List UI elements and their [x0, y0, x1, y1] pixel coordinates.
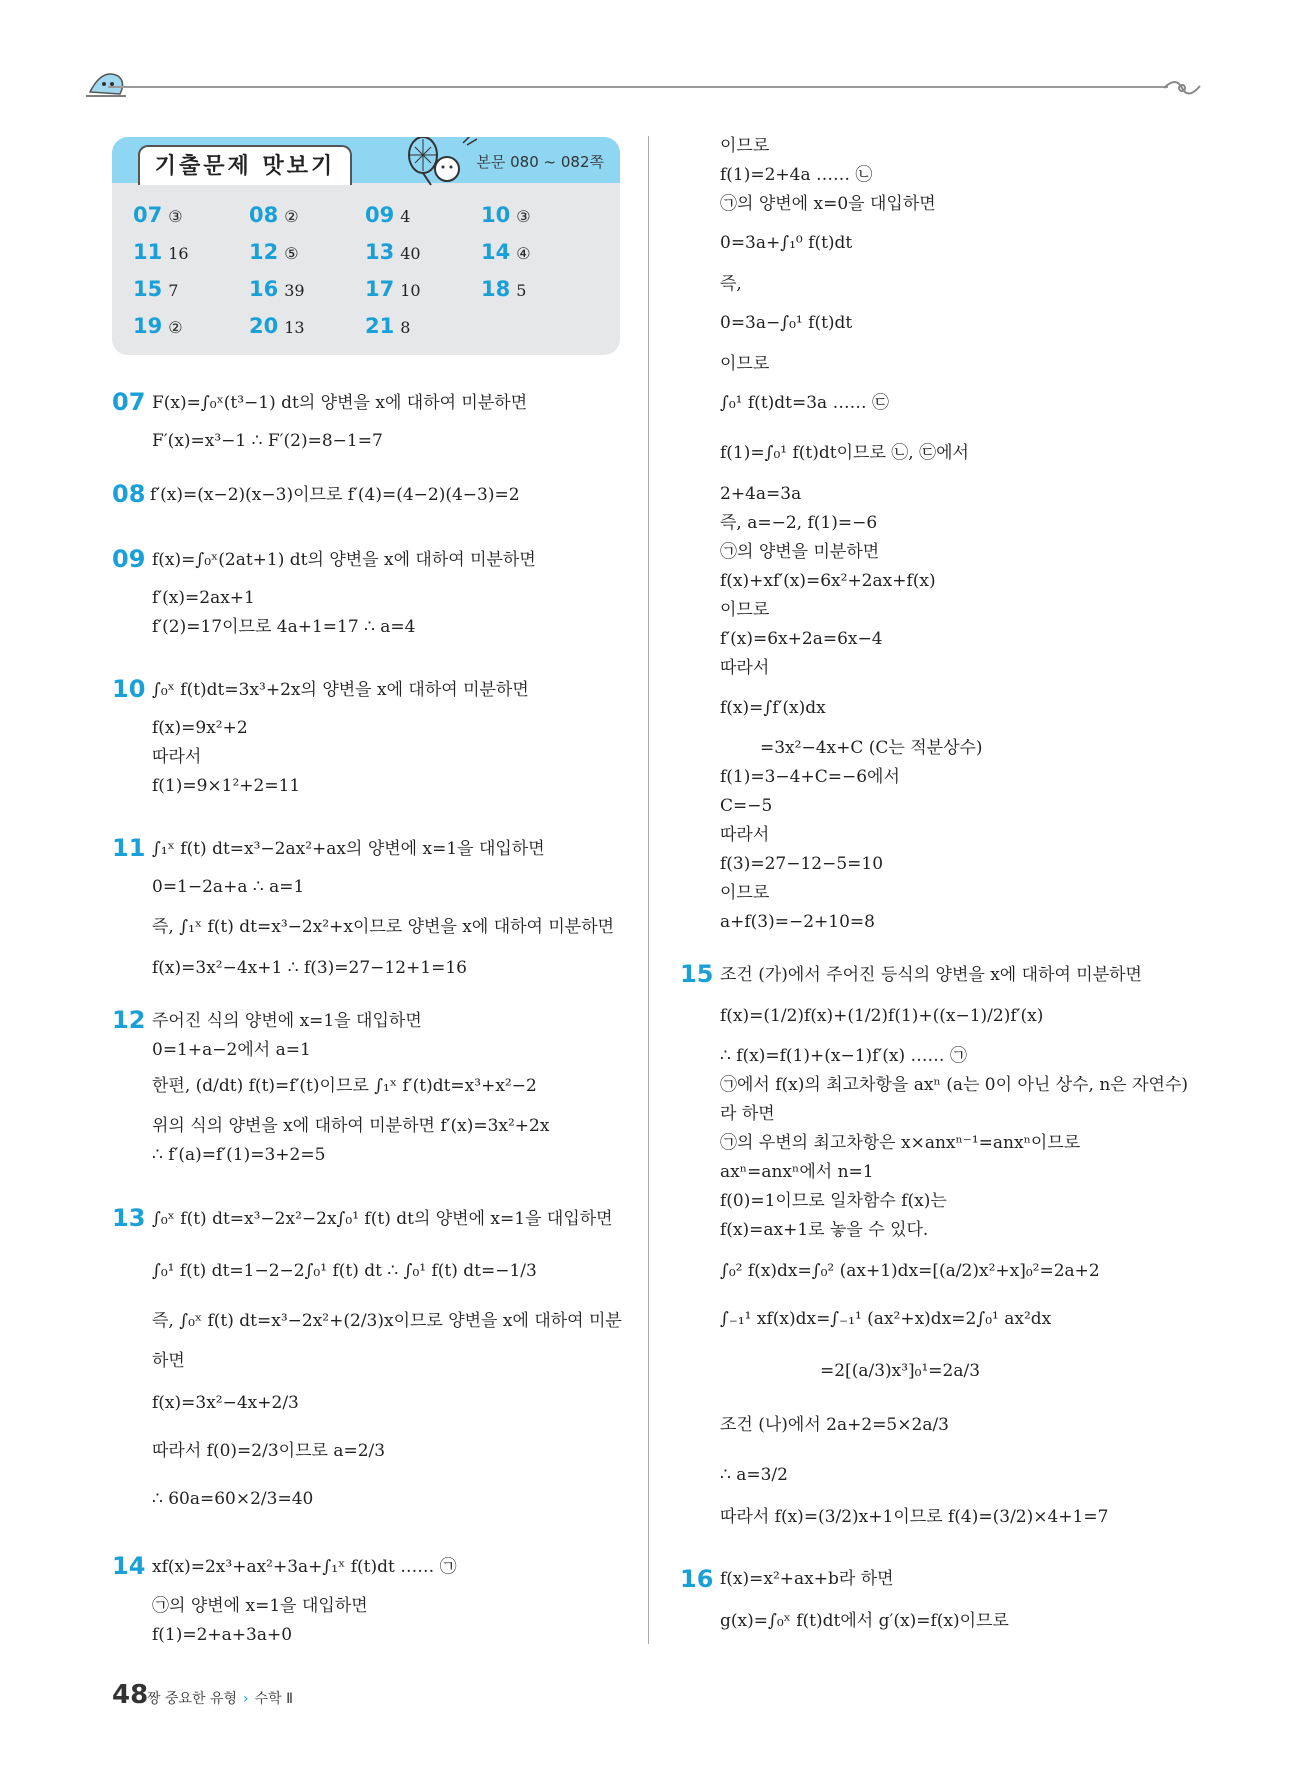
solution-line: f(x)=x²+ax+b라 하면 [720, 1569, 894, 1589]
solution-line: 이므로 [720, 600, 770, 620]
solution-line: 0=3a−∫₀¹ f(t)dt [720, 313, 853, 333]
answer-item: 10 ③ [481, 203, 531, 227]
answer-item: 16 39 [249, 277, 305, 301]
solution-line: F′(x)=x³−1 ∴ F′(2)=8−1=7 [152, 431, 383, 451]
solution-line: 따라서 [720, 825, 770, 845]
solution-line: axⁿ=anxⁿ에서 n=1 [720, 1162, 874, 1182]
solution-line: 즉, ∫₀ˣ f(t) dt=x³−2x²+(2/3)x이므로 양변을 x에 대하여 미분 [152, 1311, 622, 1331]
mascot-icon [82, 62, 130, 102]
solution-line: f(x)=ax+1로 놓을 수 있다. [720, 1220, 929, 1240]
solution-line: 이므로 [720, 883, 770, 903]
solution-line: f(1)=∫₀¹ f(t)dt이므로 ㉡, ㉢에서 [720, 443, 969, 463]
solution-line: 0=3a+∫₁⁰ f(t)dt [720, 233, 853, 253]
solution-line: ∴ a=3/2 [720, 1465, 788, 1485]
solution-line: 따라서 f(x)=(3/2)x+1이므로 f(4)=(3/2)×4+1=7 [720, 1507, 1109, 1527]
solution-line: ∫₋₁¹ xf(x)dx=∫₋₁¹ (ax²+x)dx=2∫₀¹ ax²dx [720, 1309, 1052, 1329]
solution-line: 조건 (나)에서 2a+2=5×2a/3 [720, 1415, 949, 1435]
solution-line: f(1)=3−4+C=−6에서 [720, 767, 900, 787]
answer-item: 20 13 [249, 314, 305, 338]
answer-item: 09 4 [365, 203, 411, 227]
problem-number: 13 [112, 1204, 146, 1232]
answer-item: 07 ③ [133, 203, 183, 227]
solution-line: ㉠의 양변을 미분하면 [720, 542, 880, 562]
solution-line: f′(2)=17이므로 4a+1=17 ∴ a=4 [152, 617, 416, 637]
solution-line: ∫₀¹ f(t)dt=3a …… ㉢ [720, 393, 889, 413]
solution-line: ∫₀¹ f(t) dt=1−2−2∫₀¹ f(t) dt ∴ ∫₀¹ f(t) dt=−1/3 [152, 1261, 537, 1281]
solution-line: 즉, a=−2, f(1)=−6 [720, 513, 878, 533]
subject-name: 수학 Ⅱ [254, 1691, 294, 1707]
solution-line: ㉠의 양변에 x=0을 대입하면 [720, 194, 936, 214]
badminton-mascot-icon [387, 137, 487, 195]
problem-number: 14 [112, 1552, 146, 1580]
answer-item: 14 ④ [481, 240, 531, 264]
column-divider [648, 136, 649, 1644]
solution-line: 즉, [720, 274, 742, 294]
solution-line: 이므로 [720, 136, 770, 156]
solution-line: 2+4a=3a [720, 484, 802, 504]
answer-item: 12 ⑤ [249, 240, 299, 264]
solution-line: f′(x)=2ax+1 [152, 588, 255, 608]
solution-line: f(x)=(1/2)f(x)+(1/2)f(1)+((x−1)/2)f′(x) [720, 1006, 1044, 1026]
solution-line: xf(x)=2x³+ax²+3a+∫₁ˣ f(t)dt …… ㉠ [152, 1557, 457, 1577]
problem-number: 12 [112, 1006, 146, 1034]
solution-line: 라 하면 [720, 1104, 775, 1124]
solution-line: 주어진 식의 양변에 x=1을 대입하면 [152, 1011, 422, 1031]
solution-line: ∫₀² f(x)dx=∫₀² (ax+1)dx=[(a/2)x²+x]₀²=2a+2 [720, 1261, 1100, 1281]
solution-line: f′(x)=(x−2)(x−3)이므로 f′(4)=(4−2)(4−3)=2 [150, 485, 520, 505]
problem-number: 08 [112, 480, 146, 508]
solution-line: F(x)=∫₀ˣ(t³−1) dt의 양변을 x에 대하여 미분하면 [152, 393, 528, 413]
answer-box-reference: 본문 080 ~ 082쪽 [476, 153, 604, 171]
solution-line: ∴ f(x)=f(1)+(x−1)f′(x) …… ㉠ [720, 1046, 967, 1066]
solution-line: ∴ f′(a)=f′(1)=3+2=5 [152, 1145, 326, 1165]
footer-book-title [147, 1688, 293, 1708]
solution-line: a+f(3)=−2+10=8 [720, 912, 875, 932]
solution-line: f(x)+xf′(x)=6x²+2ax+f(x) [720, 571, 936, 591]
answer-item: 13 40 [365, 240, 421, 264]
solution-line: =2[(a/3)x³]₀¹=2a/3 [820, 1361, 981, 1381]
solution-line: f(x)=9x²+2 [152, 718, 248, 738]
solution-line: 하면 [152, 1351, 185, 1371]
solution-line: f(1)=9×1²+2=11 [152, 776, 301, 796]
answer-item: 08 ② [249, 203, 299, 227]
answer-item: 15 7 [133, 277, 179, 301]
solution-line: 위의 식의 양변을 x에 대하여 미분하면 f′(x)=3x²+2x [152, 1116, 550, 1136]
answer-item: 21 8 [365, 314, 411, 338]
answer-item: 19 ② [133, 314, 183, 338]
solution-line: f(1)=2+4a …… ㉡ [720, 165, 873, 185]
solution-line: f(1)=2+a+3a+0 [152, 1625, 293, 1645]
problem-number: 09 [112, 545, 146, 573]
problem-number: 10 [112, 675, 146, 703]
problem-number: 07 [112, 388, 146, 416]
answer-item: 17 10 [365, 277, 421, 301]
ribbon-icon [1160, 76, 1204, 100]
answer-item: 11 16 [133, 240, 189, 264]
solution-line: 즉, ∫₁ˣ f(t) dt=x³−2x²+x이므로 양변을 x에 대하여 미분하면 [152, 917, 615, 937]
solution-line: f(x)=3x²−4x+2/3 [152, 1393, 299, 1413]
footer-separator-icon: › [243, 1691, 249, 1707]
solution-line: ∴ 60a=60×2/3=40 [152, 1489, 314, 1509]
solution-line: f′(x)=6x+2a=6x−4 [720, 629, 883, 649]
solution-line: 조건 (가)에서 주어진 등식의 양변을 x에 대하여 미분하면 [720, 965, 1142, 985]
page-number: 48 [112, 1680, 149, 1710]
solution-line: =3x²−4x+C (C는 적분상수) [760, 738, 983, 758]
header-rule [108, 86, 1168, 88]
solution-line: ∫₁ˣ f(t) dt=x³−2ax²+ax의 양변에 x=1을 대입하면 [152, 839, 545, 859]
solution-line: 0=1+a−2에서 a=1 [152, 1040, 311, 1060]
solution-line: 한편, (d/dt) f(t)=f′(t)이므로 ∫₁ˣ f′(t)dt=x³+x²−2 [152, 1076, 537, 1096]
answer-item: 18 5 [481, 277, 527, 301]
solution-line: C=−5 [720, 796, 773, 816]
solution-line: g(x)=∫₀ˣ f(t)dt에서 g′(x)=f(x)이므로 [720, 1611, 1009, 1631]
solution-line: ㉠에서 f(x)의 최고차항을 axⁿ (a는 0이 아닌 상수, n은 자연수) [720, 1075, 1189, 1095]
solution-line: 이므로 [720, 354, 770, 374]
book-title: 짱 중요한 유형 [147, 1691, 238, 1707]
solution-line: f(x)=3x²−4x+1 ∴ f(3)=27−12+1=16 [152, 958, 467, 978]
solution-line: 따라서 [720, 658, 770, 678]
solution-line: 0=1−2a+a ∴ a=1 [152, 877, 305, 897]
solution-line: f(x)=∫₀ˣ(2at+1) dt의 양변을 x에 대하여 미분하면 [152, 550, 536, 570]
solution-line: ㉠의 우변의 최고차항은 x×anxⁿ⁻¹=anxⁿ이므로 [720, 1133, 1081, 1153]
solution-line: f(x)=∫f′(x)dx [720, 698, 826, 718]
solution-line: 따라서 [152, 747, 202, 767]
problem-number: 11 [112, 834, 146, 862]
problem-number: 15 [680, 960, 714, 988]
solution-line: 따라서 f(0)=2/3이므로 a=2/3 [152, 1441, 386, 1461]
solution-line: f(0)=1이므로 일차함수 f(x)는 [720, 1191, 947, 1211]
answer-box-title: 기출문제 맛보기 [138, 145, 352, 185]
solution-line: f(3)=27−12−5=10 [720, 854, 884, 874]
solution-line: ∫₀ˣ f(t)dt=3x³+2x의 양변을 x에 대하여 미분하면 [152, 680, 529, 700]
problem-number: 16 [680, 1565, 714, 1593]
solution-line: ㉠의 양변에 x=1을 대입하면 [152, 1596, 368, 1616]
solution-line: ∫₀ˣ f(t) dt=x³−2x²−2x∫₀¹ f(t) dt의 양변에 x=1을 대입하면 [152, 1209, 613, 1229]
